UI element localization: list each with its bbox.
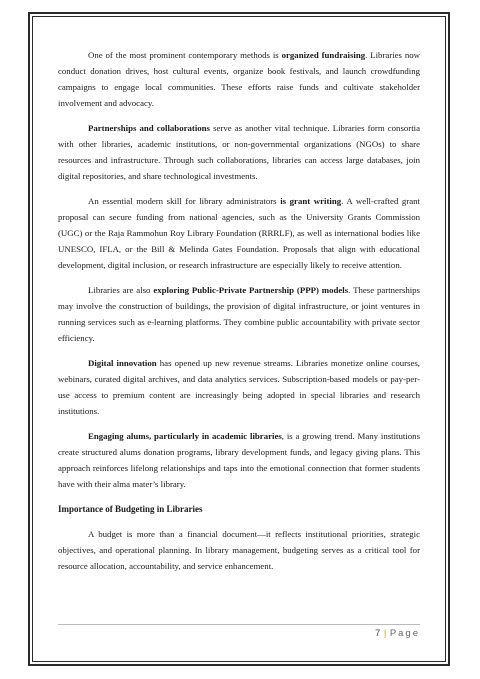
bold-term: organized fundraising bbox=[281, 50, 366, 60]
bold-term: is grant writing bbox=[280, 196, 342, 206]
footer-rule bbox=[58, 624, 420, 625]
bold-term: Digital innovation bbox=[88, 358, 157, 368]
page-number: 7 bbox=[375, 628, 381, 639]
paragraph-digital-innovation: Digital innovation has opened up new revenue streams. Libraries monetize online courses, webinars, curated digital archives, and data analytics services. Subscription-based models or pay-per-use access to premium content are increasingly being adopted in special libraries and research institutions. bbox=[58, 358, 421, 416]
footer-separator: | bbox=[383, 628, 387, 639]
paragraph-ppp-models: Libraries are also exploring Public-Private Partnership (PPP) models. These partnerships may involve the construction of buildings, the provision of digital infrastructure, or joint ventures in running services such as e-learning platforms. They combine public accountability with private sector efficiency. bbox=[58, 285, 420, 343]
paragraph-engaging-alums: Engaging alums, particularly in academic libraries, is a growing trend. Many institutions create structured alums donation programs, library development funds, and legacy giving plans. This approach reinforces lifelong relationships and taps into the emotional connection that former students have with their alma mater’s library. bbox=[58, 431, 420, 489]
page-content bbox=[58, 47, 420, 583]
bold-term: exploring Public-Private Partnership (PPP) models bbox=[153, 285, 349, 295]
page-footer bbox=[375, 628, 420, 639]
page-label: Page bbox=[389, 628, 420, 639]
section-heading: Importance of Budgeting in Libraries bbox=[58, 504, 203, 514]
paragraph-partnerships: Partnerships and collaborations serve as another vital technique. Libraries form consortia with other libraries, academic institutions, or non-governmental organizations (NGOs) to share resources and infrastructure. Through such collaborations, libraries can access large databases, join digital repositories, and share technological investments. bbox=[58, 123, 420, 181]
paragraph-budget: A budget is more than a financial document—it reflects institutional priorities, strategic objectives, and operational planning. In library management, budgeting serves as a critical tool for resource allocation, accountability, and service enhancement. bbox=[58, 529, 420, 571]
bold-term: Partnerships and collaborations bbox=[88, 123, 210, 133]
paragraph-organized-fundraising: One of the most prominent contemporary methods is organized fundraising. Libraries now conduct donation drives, host cultural events, organize book festivals, and launch crowdfunding campaigns to engage local communities. These efforts raise funds and cultivate stakeholder involvement and advocacy. bbox=[58, 50, 421, 108]
bold-term: Engaging alums, particularly in academic libraries bbox=[88, 431, 282, 441]
paragraph-grant-writing: An essential modern skill for library administrators is grant writing. A well-crafted grant proposal can secure funding from national agencies, such as the University Grants Commission (UGC) or the Raja Rammohun Roy Library Foundation (RRRLF), as well as international bodies like UNESCO, IFLA, or the Bill & Melinda Gates Foundation. Proposals that align with educational development, digital inclusion, or research infrastructure are especially likely to receive attention. bbox=[58, 196, 421, 270]
